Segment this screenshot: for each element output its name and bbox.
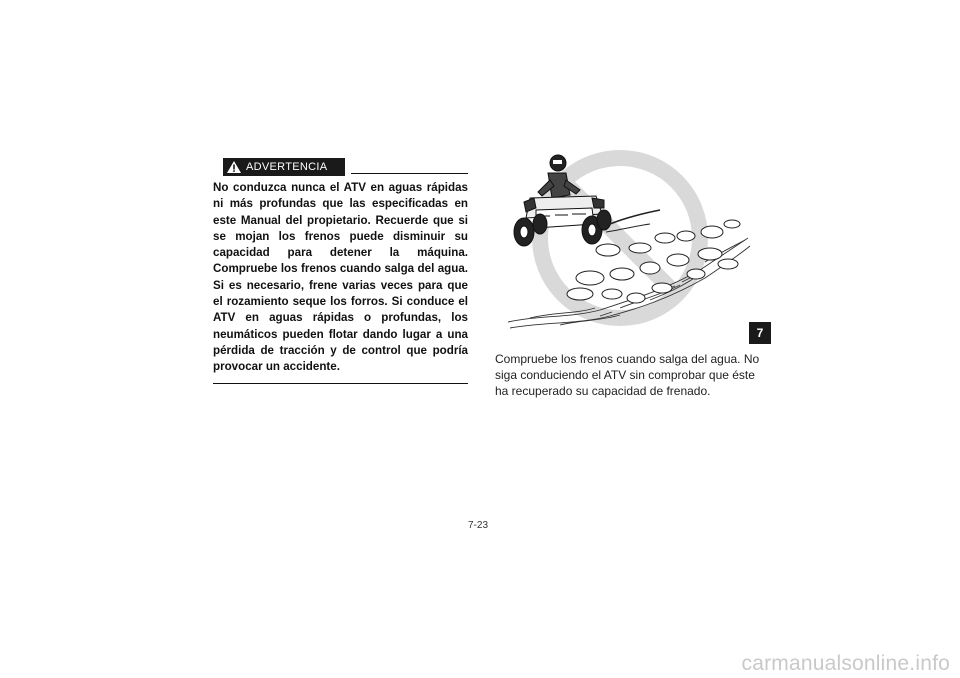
chapter-tab: 7 [749, 322, 771, 344]
warning-triangle-icon [226, 160, 242, 174]
warning-box [213, 158, 468, 384]
illustration-caption [495, 351, 760, 399]
warning-rule-bottom [213, 383, 468, 384]
watermark: carmanualsonline.info [741, 652, 950, 675]
page-number: 7-23 [468, 520, 489, 531]
warning-header [213, 158, 468, 176]
warning-label: ADVERTENCIA [246, 161, 328, 173]
caption-line-2: siga conduciendo el ATV sin comprobar que éste [495, 368, 755, 382]
warning-badge [223, 158, 345, 176]
caption-line-1: Compruebe los frenos cuando salga del agua. No [495, 352, 760, 366]
atv-water-crossing-illustration [500, 150, 750, 332]
caption-line-3: ha recuperado su capacidad de frenado. [495, 384, 711, 398]
warning-text: No conduzca nunca el ATV en aguas rápidas ni más profundas que las especificadas en este Manual del propietario. Recuerde que si se mojan los frenos puede disminuir su capacidad para detener la máquina. Compruebe los frenos cuando salga del agua. Si es necesario, frene varias veces para que el rozamiento seque los forros. Si conduce el ATV en aguas rápidas o profundas, los neumáticos pueden flotar dando lugar a una pérdida de tracción y de control que podría provocar un accidente. [213, 181, 468, 374]
warning-rule-top [351, 173, 468, 174]
